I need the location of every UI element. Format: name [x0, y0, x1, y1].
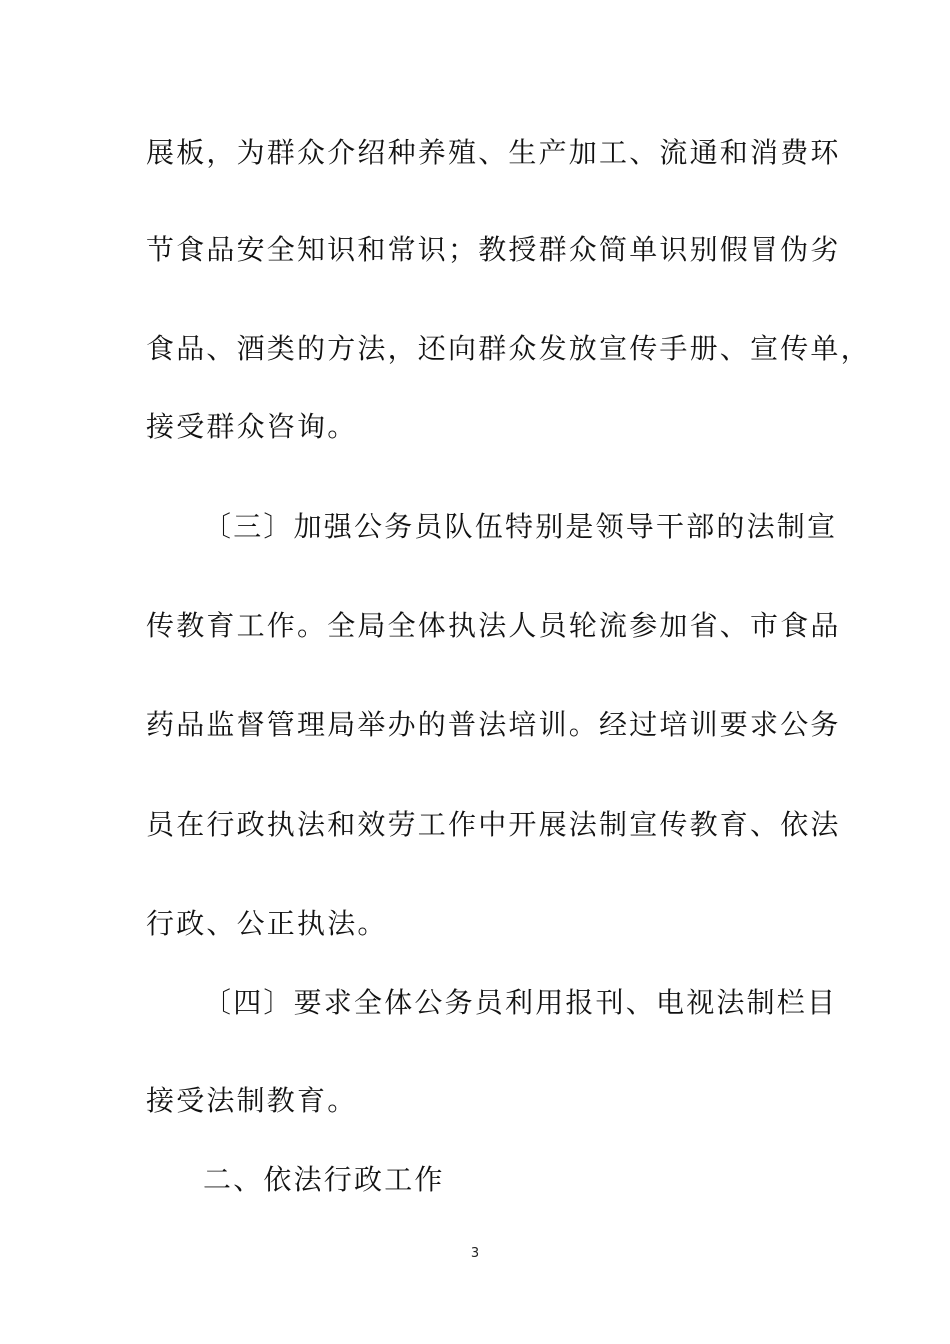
paragraph-start-line: 〔三〕加强公务员队伍特别是领导干部的法制宣 — [203, 510, 838, 543]
body-text-line: 员在行政执法和效劳工作中开展法制宣传教育、依法 — [146, 808, 841, 841]
page-number: 3 — [470, 1246, 480, 1261]
body-text-line: 展板，为群众介绍种养殖、生产加工、流通和消费环 — [146, 136, 841, 169]
body-text-line: 食品、酒类的方法，还向群众发放宣传手册、宣传单， — [146, 332, 871, 365]
body-text-line: 接受法制教育。 — [146, 1084, 358, 1117]
body-text-line: 节食品安全知识和常识；教授群众简单识别假冒伪劣 — [146, 233, 841, 266]
body-text-line: 药品监督管理局举办的普法培训。经过培训要求公务 — [146, 708, 841, 741]
paragraph-start-line: 〔四〕要求全体公务员利用报刊、电视法制栏目 — [203, 986, 838, 1019]
section-heading: 二、依法行政工作 — [203, 1163, 445, 1196]
body-text-line: 传教育工作。全局全体执法人员轮流参加省、市食品 — [146, 609, 841, 642]
body-text-line: 接受群众咨询。 — [146, 410, 358, 443]
body-text-line: 行政、公正执法。 — [146, 907, 388, 940]
